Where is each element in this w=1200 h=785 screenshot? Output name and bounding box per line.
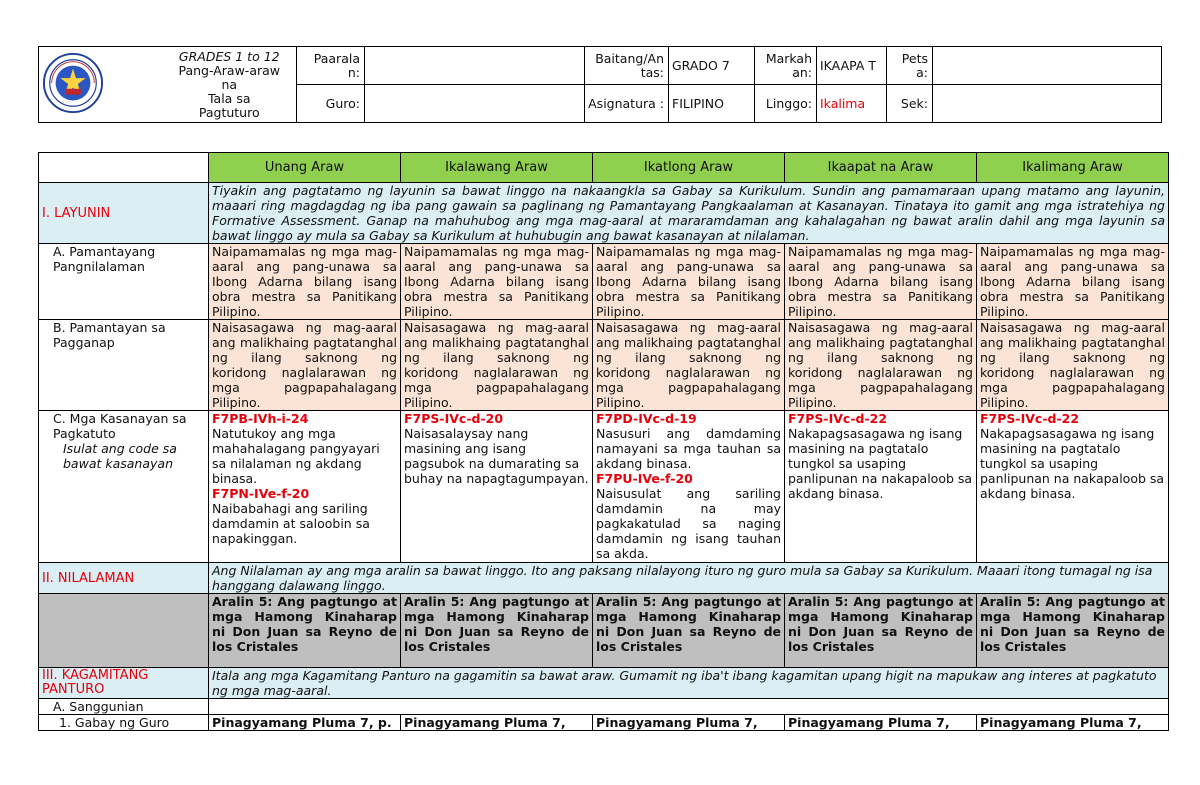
linggo-label: Linggo: [755,85,817,123]
day-header-row [39,153,1169,183]
competency-code: F7PS-IVc-d-22 [980,411,1080,426]
gabay-day-3: Pinagyamang Pluma 7, [593,715,785,731]
lesson-log-table [38,152,1169,731]
kasanayan-day-3 [593,411,785,563]
sanggunian-empty [209,699,1169,715]
competency-text: Nakapagsasagawa ng isang masining na pagtatalo tungkol sa usaping panlipunan na nakapaloob sa akdang binasa. [788,426,973,501]
competency-code: F7PS-IVc-d-20 [404,411,504,426]
deped-seal-cell [39,47,163,123]
sanggunian-row [39,699,1169,715]
linggo-field[interactable]: Ikalima [817,85,887,123]
log-title-line-1: Pang-Araw-araw [178,62,280,78]
paaralan-field[interactable] [365,47,585,85]
deped-seal-icon [42,52,104,114]
competency-text: Natutukoy ang mga mahahalagang pangyayari sa nilalaman ng akdang binasa. [212,426,380,486]
day-header-4: Ikaapat na Araw [785,153,977,183]
competency-text: Naibabahagi ang sariling damdamin at saloobin sa napakinggan. [212,501,370,546]
kasanayan-label: C. Mga Kasanayan sa Pagkatuto [53,411,187,441]
pangnilalaman-day-4: Naipamamalas ng mga mag-aaral ang pang-unawa sa Ibong Adarna bilang isang obra mestra sa Panitikang Pilipino. [785,244,977,320]
kasanayan-label-cell [39,411,209,563]
gabay-day-5: Pinagyamang Pluma 7, [977,715,1169,731]
pamantayan-sa-pagganap-label: B. Pamantayan sa Pagganap [39,320,209,411]
competency-code: F7PB-IVh-i-24 [212,411,309,426]
sek-label: Sek: [887,85,933,123]
pamantayan-sa-pagganap-row [39,320,1169,411]
pamantayang-pangnilalaman-label: A. Pamantayang Pangnilalaman [39,244,209,320]
aralin-day-2: Aralin 5: Ang pagtungo at mga Hamong Kinaharap ni Don Juan sa Reyno de los Cristales [401,594,593,668]
kagamitan-row [39,668,1169,699]
pagganap-day-1: Naisasagawa ng mag-aaral ang malikhaing pagtatanghal ng ilang saknong ng koridong naglalarawan ng mga pagpapahalagang Pilipino. [209,320,401,411]
gabay-day-2: Pinagyamang Pluma 7, [401,715,593,731]
day-header-2: Ikalawang Araw [401,153,593,183]
day-header-5: Ikalimang Araw [977,153,1169,183]
log-title-line-4: Pagtuturo [198,104,260,120]
competency-text: Nasusuri ang damdaming namayani sa mga tauhan sa akdang binasa. [596,426,781,471]
competency-code: F7PD-IVc-d-19 [596,411,697,426]
competency-code: F7PU-IVe-f-20 [596,471,693,486]
baitang-label: Baitang/An tas: [585,47,669,85]
kagamitan-text: Itala ang mga Kagamitang Panturo na gagamitin sa bawat araw. Gumamit ng iba't ibang kagamitan upang higit na mapukaw ang interes at pagkatuto ng mga mag-aaral. [209,668,1169,699]
kasanayan-day-2 [401,411,593,563]
competency-text: Nakapagsasagawa ng isang masining na pagtatalo tungkol sa usaping panlipunan na nakapaloob sa akdang binasa. [980,426,1165,501]
pagganap-day-5: Naisasagawa ng mag-aaral ang malikhaing pagtatanghal ng ilang saknong ng koridong naglalarawan ng mga pagpapahalagang Pilipino. [977,320,1169,411]
log-title-line-3: Tala sa [207,90,251,106]
nilalaman-row [39,563,1169,594]
kasanayan-row [39,411,1169,563]
pangnilalaman-day-3: Naipamamalas ng mga mag-aaral ang pang-unawa sa Ibong Adarna bilang isang obra mestra sa Panitikang Pilipino. [593,244,785,320]
markahan-field[interactable]: IKAAPA T [817,47,887,85]
petsa-field[interactable] [933,47,1162,85]
kagamitan-label: III. KAGAMITANG PANTURO [39,668,209,699]
guro-field[interactable] [365,85,585,123]
aralin-day-3: Aralin 5: Ang pagtungo at mga Hamong Kinaharap ni Don Juan sa Reyno de los Cristales [593,594,785,668]
asignatura-field[interactable]: FILIPINO [669,85,755,123]
pangnilalaman-day-5: Naipamamalas ng mga mag-aaral ang pang-unawa sa Ibong Adarna bilang isang obra mestra sa Panitikang Pilipino. [977,244,1169,320]
header-table [38,46,1162,123]
markahan-label: Markah an: [755,47,817,85]
kasanayan-note: Isulat ang code sa bawat kasanayan [63,441,177,471]
empty-corner-cell [39,153,209,183]
day-header-1: Unang Araw [209,153,401,183]
nilalaman-label: II. NILALAMAN [39,563,209,594]
competency-text: Naisusulat ang sariling damdamin na may pagkakatulad sa naging damdamin ng isang tauhan sa akda. [596,486,781,561]
layunin-row [39,183,1169,244]
gabay-day-1: Pinagyamang Pluma 7, p. [209,715,401,731]
kasanayan-day-4 [785,411,977,563]
pagganap-day-3: Naisasagawa ng mag-aaral ang malikhaing pagtatanghal ng ilang saknong ng koridong naglalarawan ng mga pagpapahalagang Pilipino. [593,320,785,411]
pangnilalaman-day-1: Naipamamalas ng mga mag-aaral ang pang-unawa sa Ibong Adarna bilang isang obra mestra sa Panitikang Pilipino. [209,244,401,320]
aralin-day-4: Aralin 5: Ang pagtungo at mga Hamong Kinaharap ni Don Juan sa Reyno de los Cristales [785,594,977,668]
layunin-text: Tiyakin ang pagtatamo ng layunin sa bawat linggo na nakaangkla sa Gabay sa Kurikulum. Sundin ang pamamaraan upang matamo ang layunin, maaari ring magdagdag ng iba pang gawain sa paglinang ng Pamantayang Pangkaalaman at Kasanayan. Tinataya ito gamit ang mga istratehiya ng Formative Assessment. Ganap na mahuhubog ang mga mag-aaral at mararamdaman ang kahalagahan ng bawat aralin dahil ang mga layunin sa bawat linggo ay mula sa Gabay sa Kurikulum at huhubugin ang bawat kasanayan at nilalaman. [209,183,1169,244]
competency-code: F7PS-IVc-d-22 [788,411,888,426]
paaralan-label: Paarala n: [297,47,365,85]
aralin-row [39,594,1169,668]
aralin-empty-cell [39,594,209,668]
pagganap-day-4: Naisasagawa ng mag-aaral ang malikhaing pagtatanghal ng ilang saknong ng koridong naglalarawan ng mga pagpapahalagang Pilipino. [785,320,977,411]
competency-text: Naisasalaysay nang masining ang isang pagsubok na dumarating sa buhay na napagtagumpayan. [404,426,589,486]
guro-label: Guro: [297,85,365,123]
log-title-cell [163,47,297,123]
grades-title: GRADES 1 to 12 [178,48,280,64]
pamantayang-pangnilalaman-row [39,244,1169,320]
kasanayan-day-1 [209,411,401,563]
layunin-label: I. LAYUNIN [39,183,209,244]
sanggunian-label: A. Sanggunian [39,699,209,715]
competency-code: F7PN-IVe-f-20 [212,486,310,501]
aralin-day-5: Aralin 5: Ang pagtungo at mga Hamong Kinaharap ni Don Juan sa Reyno de los Cristales [977,594,1169,668]
gabay-day-4: Pinagyamang Pluma 7, [785,715,977,731]
baitang-field[interactable]: GRADO 7 [669,47,755,85]
log-title-line-2: na [221,76,238,92]
asignatura-label: Asignatura : [585,85,669,123]
aralin-day-1: Aralin 5: Ang pagtungo at mga Hamong Kinaharap ni Don Juan sa Reyno de los Cristales [209,594,401,668]
gabay-ng-guro-label: 1. Gabay ng Guro [39,715,209,731]
petsa-label: Pets a: [887,47,933,85]
nilalaman-text: Ang Nilalaman ay ang mga aralin sa bawat linggo. Ito ang paksang nilalayong ituro ng guro mula sa Gabay sa Kurikulum. Maaari itong tumagal ng isa hanggang dalawang linggo. [209,563,1169,594]
kasanayan-day-5 [977,411,1169,563]
pagganap-day-2: Naisasagawa ng mag-aaral ang malikhaing pagtatanghal ng ilang saknong ng koridong naglalarawan ng mga pagpapahalagang Pilipino. [401,320,593,411]
sek-field[interactable] [933,85,1162,123]
pangnilalaman-day-2: Naipamamalas ng mga mag-aaral ang pang-unawa sa Ibong Adarna bilang isang obra mestra sa Panitikang Pilipino. [401,244,593,320]
gabay-ng-guro-row [39,715,1169,731]
day-header-3: Ikatlong Araw [593,153,785,183]
